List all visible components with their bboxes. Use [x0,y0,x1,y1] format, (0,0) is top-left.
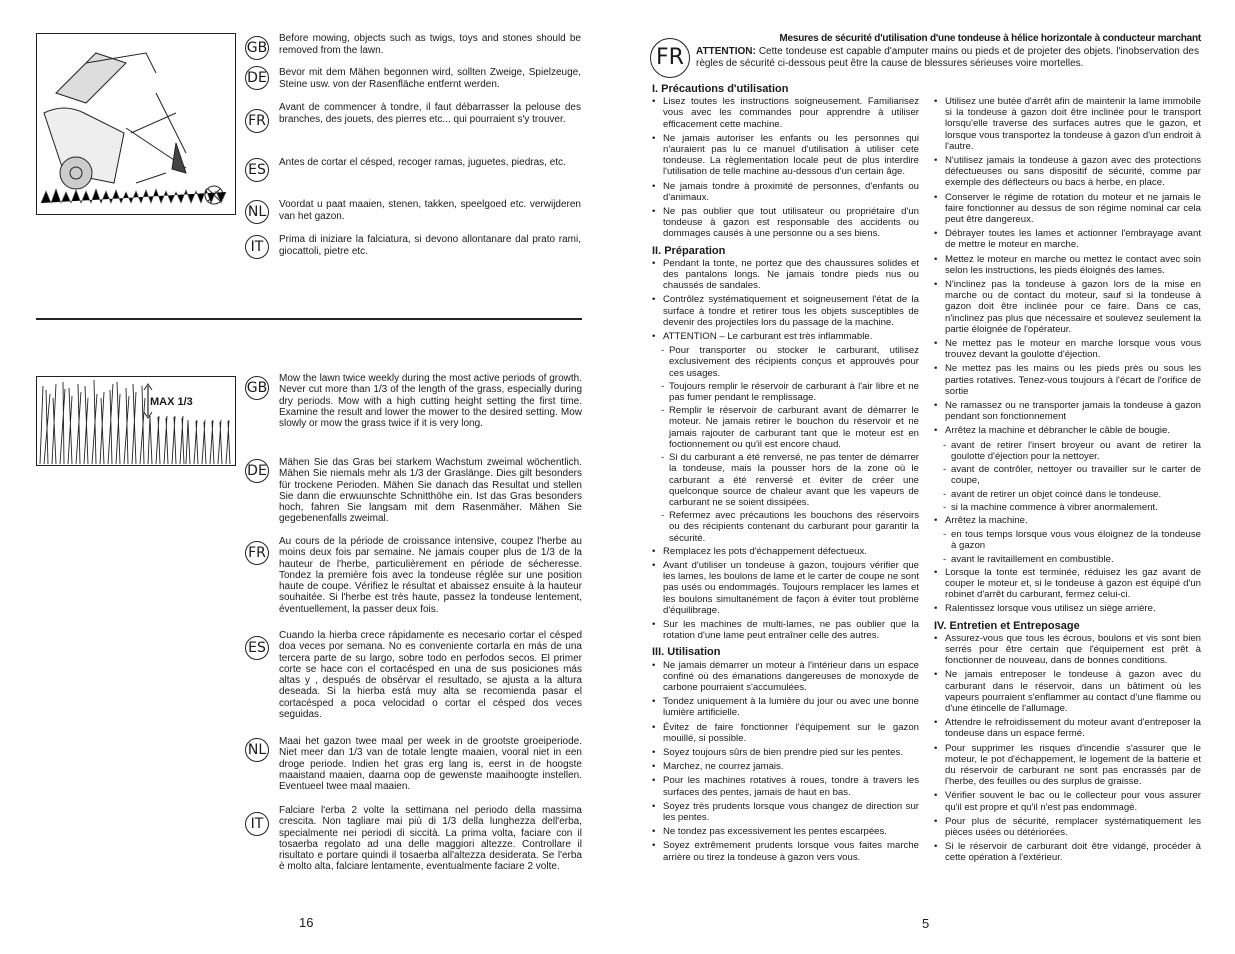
mowing-text-es: Cuando la hierba crece rápidamente es necesario cortar el césped doa veces por semana. No es conveniente cortarla en más de una tercera parte de su largo, sobre todo en perfodos secos. El primer corte se hace con el cortacésped en una de sus posiciones más altas y , después de obsérvar el resultado, se ajusta a la altura deseada. Si la hierba está muy alta se recomienda pasar el cortacésped a poca velocidad o cortar el césped dos veces seguidas. [279,630,582,721]
lang-badge-es: ES [245,158,269,182]
lang-badge-de: DE [245,66,269,90]
list-subitem: - si la machine commence à vibrer anormalement. [934,502,1201,513]
list-item: • Soyez très prudents lorsque vous changez de direction sur les pentes. [652,801,919,823]
list-item: • Si le réservoir de carburant doit être vidangé, procéder à cette opération à l'extérieur. [934,841,1201,863]
list-subitem: - Toujours remplir le réservoir de carburant à l'air libre et ne pas fumer pendant le remplissage. [652,381,919,403]
mowing-text-it: Falciare l'erba 2 volte la settimana nel periodo della massima crescita. Non tagliare mai più di 1/3 della lunghezza dell'erba, specialmente nei periodi di siccità. La prima volta, faciare con il tosaerba regolato ad una delle maggiori altezze. Controllare il risultato e portare quindi il tosaerba all'altezza desiderata. Se l'erba è molto alta, falciare lentamente, eventualmente faciare 2 volte. [279,805,582,873]
list-item: • Ne ramassez ou ne transporter jamais la tondeuse à gazon pendant son fonctionnement [934,400,1201,422]
list-item: • Attendre le refroidissement du moteur avant d'entreposer la tondeuse dans un espace fermé. [934,717,1201,739]
list-item: • Pour plus de sécurité, remplacer systématiquement les pièces usées ou détériorées. [934,816,1201,838]
list-item: • Ne jamais démarrer un moteur à l'intérieur dans un espace confiné où des émanations dangereuses de monoxyde de carbone pourraient s'accumulées. [652,660,919,694]
lang-badge-fr: FR [245,109,269,133]
lang-badge-it-2: IT [245,812,269,836]
lang-badge-nl-2: NL [245,738,269,762]
list-subitem: - Pour transporter ou stocker le carburant, utilisez exclusivement des récipients conçus et approuvés pour ces usages. [652,345,919,379]
list-item: • ATTENTION – Le carburant est très inflammable. [652,331,919,342]
section-title-preparation: II. Préparation [652,244,726,257]
list-item: • Ne jamais tondre à proximité de personnes, d'enfants ou d'animaux. [652,181,919,203]
mowing-text-nl: Maai het gazon twee maal per week in de grootste groeiperiode. Niet meer dan 1/3 van de totale lengte maaien, vooral niet in een droge periode. Indien het gras erg lang is, eerst in de hoogste maaistand maaien, daarna oop de gewenste maaihoogte instellen. Eventueel twee maal maaien. [279,736,582,793]
list-item: • Marchez, ne courrez jamais. [652,761,919,772]
lang-badge-fr-large: FR [650,38,690,78]
section-divider [36,318,582,320]
list-item: • Assurez-vous que tous les écrous, boulons et vis sont bien serrés pour être certain que l'équipement est prêt à fonctionner de nouveau, dans de bonnes conditions. [934,633,1201,667]
list-item: • Ne jamais autoriser les enfants ou les personnes qui n'auraient pas lu ce manuel d'utilisation à utiliser cete tondeuse. La règlementation locale peut de plus interdire l'utilisation de telle machine au-dessous d'un certain âge. [652,133,919,178]
list-item: • Tondez uniquement à la lumière du jour ou avec une bonne lumière artificielle. [652,696,919,718]
list-item: • Évitez de faire fonctionner l'équipement sur le gazon mouillé, si possible. [652,722,919,744]
list-item: • Soyez toujours sûrs de bien prendre pied sur les pentes. [652,747,919,758]
lang-badge-fr-2: FR [245,541,269,565]
list-subitem: - avant de retirer l'insert broyeur ou avant de retirer la goulotte d'éjection pour la nettoyer. [934,440,1201,462]
list-item: • Vérifier souvent le bac ou le collecteur pour vous assurer qu'il est propre et qu'il n'est pas endommagé. [934,790,1201,812]
instruction-text-de: Bevor mit dem Mähen begonnen wird, sollten Zweige, Spielzeuge, Steine usw. von der Rasenfläche entfernt werden. [279,67,581,90]
lang-badge-es-2: ES [245,636,269,660]
list-subitem: - avant de contrôler, nettoyer ou travailler sur le carter de coupe, [934,464,1201,486]
instruction-text-fr: Avant de commencer à tondre, il faut débarrasser la pelouse des branches, des jouets, des pierres etc... qui pourraient s'y trouver. [279,102,581,125]
lang-badge-it: IT [245,235,269,259]
mowing-text-gb: Mow the lawn twice weekly during the most active periods of growth. Never cut more than 1/3 of the length of the grass, especially during dry periods. Mow with a high cutting height setting the first time. Examine the result and lower the mower to the desired setting. Mow slowly or mow the grass twice if it is very long. [279,373,582,430]
instruction-text-nl: Voordat u paat maaien, stenen, takken, speelgoed etc. verwijderen van het gazon. [279,199,581,222]
list-item: • N'utilisez jamais la tondeuse à gazon avec des protections défectueuses ou sans dispositif de sécurité, comme par exemple des déflecteurs ou bacs à herbe, en place. [934,155,1201,189]
list-item: • Contrôlez systématiquement et soigneusement l'état de la surface à tondre et retirer tous les objets susceptibles de devenir des projectiles lors du passage de la machine. [652,294,919,328]
list-item: • N'inclinez pas la tondeuse à gazon lors de la mise en marche ou de contact du moteur, sauf si la tondeuse à gazon doit être inclinée pour ce faire. Dans ce cas, n'inclinez pas plus que nécessaire et soulevez seulement la partie éloignée de l'opérateur. [934,279,1201,335]
attention-text: Cette tondeuse est capable d'amputer mains ou pieds et de projeter des objets. l'inobservation des règles de sécurité ci-dessous peut être la cause de blessures sérieuses voire mortelles. [696,46,1199,69]
max-cut-label: MAX 1/3 [150,396,193,408]
page-number-right: 5 [922,916,930,931]
mowing-text-fr: Au cours de la période de croissance intensive, coupez l'herbe au moins deux fois par semaine. Ne jamais couper plus de 1/3 de la hauteur de l'herbe, particulièrement en période de sécheresse. Tondez la première fois avec la tondeuse réglée sur une position haute de coupe. Vérifiez le résultat et abaissez ensuite à la hauteur souhaitée. Si l'herbe est très haute, passez la tondeuse lentement, éventuellement, la passer deux fois. [279,536,582,615]
list-item: • Arrêtez la machine. [934,515,1201,526]
list-subitem: - Refermez avec précautions les bouchons des réservoirs ou des récipients contenant du carburant pour garantir la sécurité. [652,510,919,544]
section-title-entretien: IV. Entretien et Entreposage [934,619,1080,632]
list-item: • Ne mettez pas le moteur en marche lorsque vous vous trouvez devant la goulotte d'éjection. [934,338,1201,360]
instruction-text-es: Antes de cortar el césped, recoger ramas, juguetes, piedras, etc. [279,157,566,168]
instruction-text-it: Prima di iniziare la falciatura, si devono allontanare dal prato rami, giocattoli, pietre etc. [279,234,581,257]
list-subitem: - en tous temps lorsque vous vous éloignez de la tondeuse à gazon [934,529,1201,551]
lang-badge-de-2: DE [245,459,269,483]
list-item: • Soyez extrêmement prudents lorsque vous faites marche arrière ou tirez la tondeuse à gazon vers vous. [652,840,919,862]
list-item: • Pendant la tonte, ne portez que des chaussures solides et des pantalons longs. Ne jamais tondre pieds nus ou chaussés de sandales. [652,258,919,292]
lang-badge-gb-2: GB [245,376,269,400]
mower-debris-illustration [36,33,236,215]
list-item: • Ralentissez lorsque vous utilisez un siège arrière. [934,603,1201,614]
list-item: • Lisez toutes les instructions soigneusement. Familiarisez vous avec les commandes pour apprendre à utiliser efficacement cette machine. [652,96,919,130]
page-number-left: 16 [299,915,314,930]
lang-badge-gb: GB [245,36,269,60]
list-item: • Utilisez une butée d'arrêt afin de maintenir la lame immobile si la tondeuse à gazon doit être inclinée pour le transport lorsqu'elle traverse des surfaces autres que le gazon, et lorsque vous transportez la tondeuse à gazon d'un endroit à l'autre. [934,96,1201,152]
list-item: • Ne pas oublier que tout utilisateur ou propriétaire d'un tondeuse à gazon est responsable des accidents ou dommages causés à une personne ou a ses biens. [652,206,919,240]
list-subitem: - avant le ravitaillement en combustible. [934,554,1201,565]
list-item: • Avant d'utiliser un tondeuse à gazon, toujours vérifier que les lames, les boulons de lame et le carter de coupe ne sont pas usés ou endommagés. Toujours remplacer les lames et les boulons simultanément de façon à éviter tout problème d'équilibrage. [652,560,919,616]
list-item: • Lorsque la tonte est terminée, réduisez les gaz avant de couper le moteur et, si le tondeuse à gazon est équipé d'un robinet d'arrêt du carburant, fermez celui-ci. [934,567,1201,601]
section-title-precautions: I. Précautions d'utilisation [652,83,789,95]
lang-badge-nl: NL [245,200,269,224]
list-item: • Ne jamais entreposer le tondeuse à gazon avec du carburant dans le réservoir, dans un bâtiment où les vapeurs pourraient s'enflammer au contact d'une flamme ou d'une étincelle de l'allumage. [934,669,1201,714]
list-item: • Ne tondez pas excessivement les pentes escarpées. [652,826,919,837]
safety-column-2 [934,96,1201,867]
list-item: • Arrêtez la machine et débrancher le câble de bougie. [934,425,1201,436]
instruction-text-gb: Before mowing, objects such as twigs, toys and stones should be removed from the lawn. [279,33,581,56]
attention-paragraph [696,46,1199,70]
mowing-text-de: Mähen Sie das Gras bei starkem Wachstum zweimal wöchentlich. Mähen Sie niemals mehr als 1/3 der Graslänge. Dies gilt besonders für trockene Perioden. Mähen Sie danach das Resultat und stellen Sie dann die erwuunschte Schnitthöhe ein. Ist das Gras besonders hoch, fahren Sie langsam mit dem Rasenmäher. Mähen Sie gegebenenfalls zweimal. [279,457,582,525]
list-subitem: - avant de retirer un objet coincé dans le tondeuse. [934,489,1201,500]
safety-header-title: Mesures de sécurité d'utilisation d'une tondeuse à hélice horizontale à conducteur marchant [779,33,1201,44]
list-item: • Débrayer toutes les lames et actionner l'embrayage avant de mettre le moteur en marche. [934,228,1201,250]
list-item: • Pour supprimer les risques d'incendie s'assurer que le moteur, le pot d'échappement, le logement de la batterie et du réservoir de carburant ne sont pas encrassés par de l'herbe, des feuilles ou des surplus de graisse. [934,743,1201,788]
list-subitem: - Si du carburant a été renversé, ne pas tenter de démarrer la tondeuse, mais la pousser hors de la zone où le carburant a été renversé et éviter de créer une quelconque source de chaleur avant que les vapeurs de carburant ne se soient dissipées. [652,452,919,508]
list-item: • Mettez le moteur en marche ou mettez le contact avec soin selon les instructions, les pieds éloignés des lames. [934,254,1201,276]
list-item: • Conserver le régime de rotation du moteur et ne jamais le faire fonctionner au dessus de son régime nominal car cela peut être dangereux. [934,192,1201,226]
grass-cut-illustration [36,376,236,466]
safety-column-1 [652,78,919,866]
list-item: • Remplacez les pots d'échappement défectueux. [652,546,919,557]
list-item: • Ne mettez pas les mains ou les pieds près ou sous les parties rotatives. Tenez-vous toujours à l'écart de l'orifice de sortie [934,363,1201,397]
list-item: • Pour les machines rotatives à roues, tondre à travers les surfaces des pentes, jamais de haut en bas. [652,775,919,797]
section-title-utilisation: III. Utilisation [652,646,721,659]
list-item: • Sur les machines de multi-lames, ne pas oublier que la rotation d'une lame peut entraîner celle des autres. [652,619,919,641]
list-subitem: - Remplir le réservoir de carburant avant de démarrer le moteur. Ne jamais retirer le bouchon du réservoir et ne jamais rajouter de carburant tant que le moteur est en foctionnement ou qu'il est encore chaud. [652,405,919,450]
attention-label: ATTENTION: [696,46,756,57]
